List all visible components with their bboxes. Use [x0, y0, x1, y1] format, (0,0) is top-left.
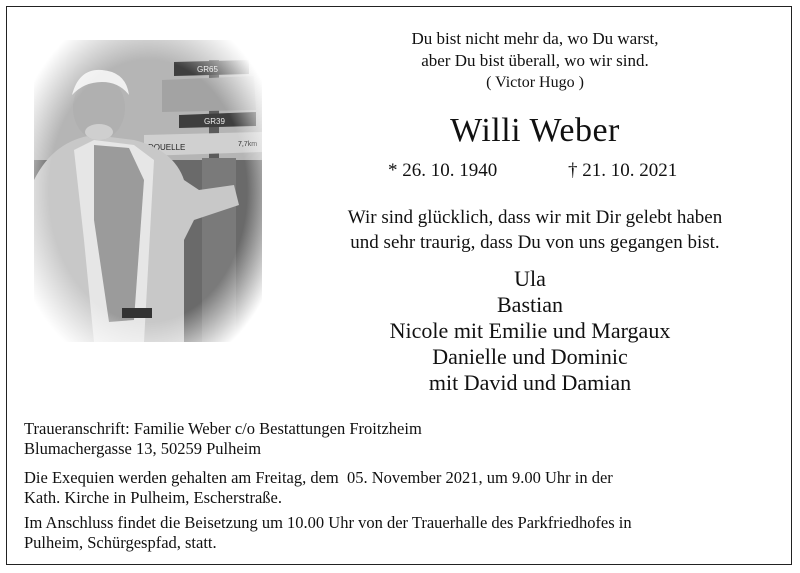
- farewell-text: [300, 205, 770, 255]
- death-date: † 21. 10. 2021: [568, 160, 678, 181]
- burial-notice: [24, 513, 782, 553]
- family-member: Ula: [514, 266, 546, 291]
- burial-line-1: Im Anschluss findet die Beisetzung um 10.00 Uhr von der Trauerhalle des Parkfriedhofes in: [24, 513, 632, 532]
- exequies-line-1: Die Exequien werden gehalten am Freitag, dem 05. November 2021, um 9.00 Uhr in der: [24, 468, 613, 487]
- family-list: [330, 266, 730, 396]
- quote-line-2: aber Du bist überall, wo wir sind.: [421, 51, 649, 70]
- mourning-address: [24, 419, 782, 459]
- deceased-name: Willi Weber: [450, 112, 620, 149]
- family-member: Nicole mit Emilie und Margaux: [389, 318, 671, 343]
- address-line-2: Blumachergasse 13, 50259 Pulheim: [24, 439, 262, 458]
- farewell-line-2: und sehr traurig, dass Du von uns gegangen bist.: [350, 232, 720, 253]
- quote-line-1: Du bist nicht mehr da, wo Du warst,: [411, 29, 659, 48]
- family-member: mit David und Damian: [428, 370, 632, 395]
- family-member: Bastian: [497, 292, 563, 317]
- quote-block: [355, 28, 715, 94]
- exequies-line-2: Kath. Kirche in Pulheim, Escherstraße.: [24, 488, 282, 507]
- exequies-notice: [24, 468, 782, 508]
- quote-author: ( Victor Hugo ): [486, 74, 584, 91]
- farewell-line-1: Wir sind glücklich, dass wir mit Dir gelebt haben: [347, 207, 723, 228]
- burial-line-2: Pulheim, Schürgespfad, statt.: [24, 533, 217, 552]
- family-member: Danielle und Dominic: [432, 344, 628, 369]
- address-line-1: Traueranschrift: Familie Weber c/o Bestattungen Froitzheim: [24, 419, 422, 438]
- portrait-photo: [34, 40, 262, 342]
- birth-date: * 26. 10. 1940: [388, 160, 498, 181]
